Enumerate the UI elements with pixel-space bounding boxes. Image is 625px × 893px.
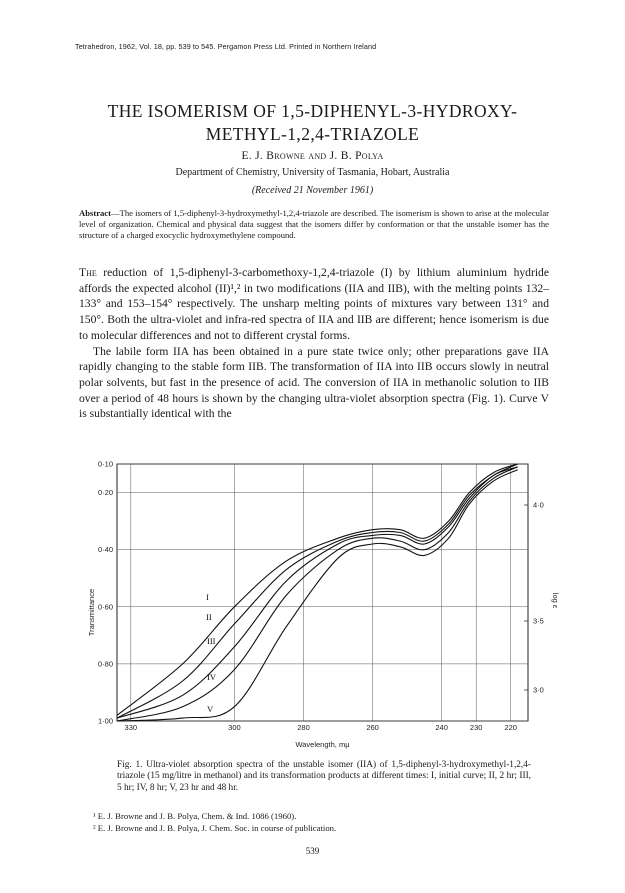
- article-title-line2: METHYL-1,2,4-TRIAZOLE: [205, 124, 420, 144]
- chart-curves: [117, 464, 518, 721]
- paragraph-1: The reduction of 1,5-diphenyl-3-carbomethoxy-1,2,4-triazole (I) by lithium aluminium hydride affords the expected alcohol (II)¹,² in two modifications (IIA and IIB), with the melting points 132–133° and 153–154° respectively. The unsharp melting points of mixtures vary between 131° and 150°. Both the ultra-violet and infra-red spectra of IIA and IIB are different; hence isomerism is due to molecular differences and not to different crystal forms.: [79, 266, 549, 342]
- x-axis-label: Wavelength, mμ: [295, 740, 350, 749]
- y-left-tick-label: 0·20: [97, 488, 113, 498]
- x-tick-label: 300: [228, 723, 241, 732]
- journal-header: Tetrahedron, 1962, Vol. 18, pp. 539 to 545. Pergamon Press Ltd. Printed in Northern Ireland: [75, 42, 377, 51]
- x-tick-label: 220: [504, 723, 517, 732]
- y-right-tick-label: 3·5: [533, 616, 544, 626]
- reference-2: ² E. J. Browne and J. B. Polya, J. Chem. Soc. in course of publication.: [93, 823, 337, 833]
- reference-1: ¹ E. J. Browne and J. B. Polya, Chem. & Ind. 1086 (1960).: [93, 811, 297, 821]
- x-tick-label: 240: [435, 723, 448, 732]
- authors: E. J. Browne and J. B. Polya: [241, 150, 384, 162]
- paragraph-1-lead: The: [79, 266, 97, 279]
- references: [93, 810, 543, 834]
- x-tick-label: 260: [366, 723, 379, 732]
- figure-caption: Fig. 1. Ultra-violet absorption spectra of the unstable isomer (IIA) of 1,5-diphenyl-3-hydroxymethyl-1,2,4-triazole (15 mg/litre in methanol) and its transformation products at different times: I, initial curve; II, 2 hr; III, 5 hr; IV, 8 hr; V, 23 hr and 48 hr.: [117, 760, 531, 793]
- curve-IV: [117, 467, 518, 721]
- y-right-tick-label: 4·0: [533, 500, 544, 510]
- curve-III: [117, 467, 518, 718]
- abstract-label: Abstract: [79, 208, 111, 218]
- y-left-axis-label: Transmittance: [87, 588, 96, 637]
- y-left-tick-label: 1·00: [97, 716, 113, 726]
- curve-label-IV: IV: [207, 672, 216, 682]
- affiliation: Department of Chemistry, University of Tasmania, Hobart, Australia: [175, 167, 450, 178]
- y-left-tick-label: 0·80: [97, 659, 113, 669]
- curve-V: [117, 470, 518, 721]
- curve-label-I: I: [206, 592, 209, 602]
- x-tick-label: 280: [297, 723, 310, 732]
- abstract-text: —The isomers of 1,5-diphenyl-3-hydroxymethyl-1,2,4-triazole are described. The isomerism is shown to arise at the molecular level of organization. Chemical and physical data suggest that the isomers differ by conformation or that the unstable isomer has the structure of a charged exocyclic hydroxymethylene compound.: [79, 208, 549, 240]
- curve-label-III: III: [207, 636, 216, 646]
- y-right-axis-label: log ε: [551, 592, 560, 609]
- y-left-tick-label: 0·40: [97, 545, 113, 555]
- received-date: (Received 21 November 1961): [251, 185, 374, 196]
- page-number: 539: [305, 846, 320, 856]
- y-right-tick-label: 3·0: [533, 685, 544, 695]
- curve-label-V: V: [207, 704, 214, 714]
- paragraph-2: The labile form IIA has been obtained in a pure state twice only; other preparations gave IIA rapidly changing to the stable form IIB. The transformation of IIA into IIB occurs slowly in neutral polar solvents, but fast in the presence of acid. The conversion of IIA in methanolic solution to IIB over a period of 48 hours is shown by the changing ultra-violet absorption spectra (Fig. 1). Curve V is substantially identical with the: [79, 344, 549, 421]
- article-title-line1: THE ISOMERISM OF 1,5-DIPHENYL-3-HYDROXY-: [107, 101, 518, 121]
- y-left-tick-label: 0·10: [97, 459, 113, 469]
- y-left-tick-label: 0·60: [97, 602, 113, 612]
- curve-label-II: II: [206, 612, 212, 622]
- curve-II: [117, 464, 518, 718]
- x-tick-label: 230: [469, 723, 483, 732]
- curve-I: [117, 464, 518, 715]
- x-tick-label: 330: [124, 723, 138, 732]
